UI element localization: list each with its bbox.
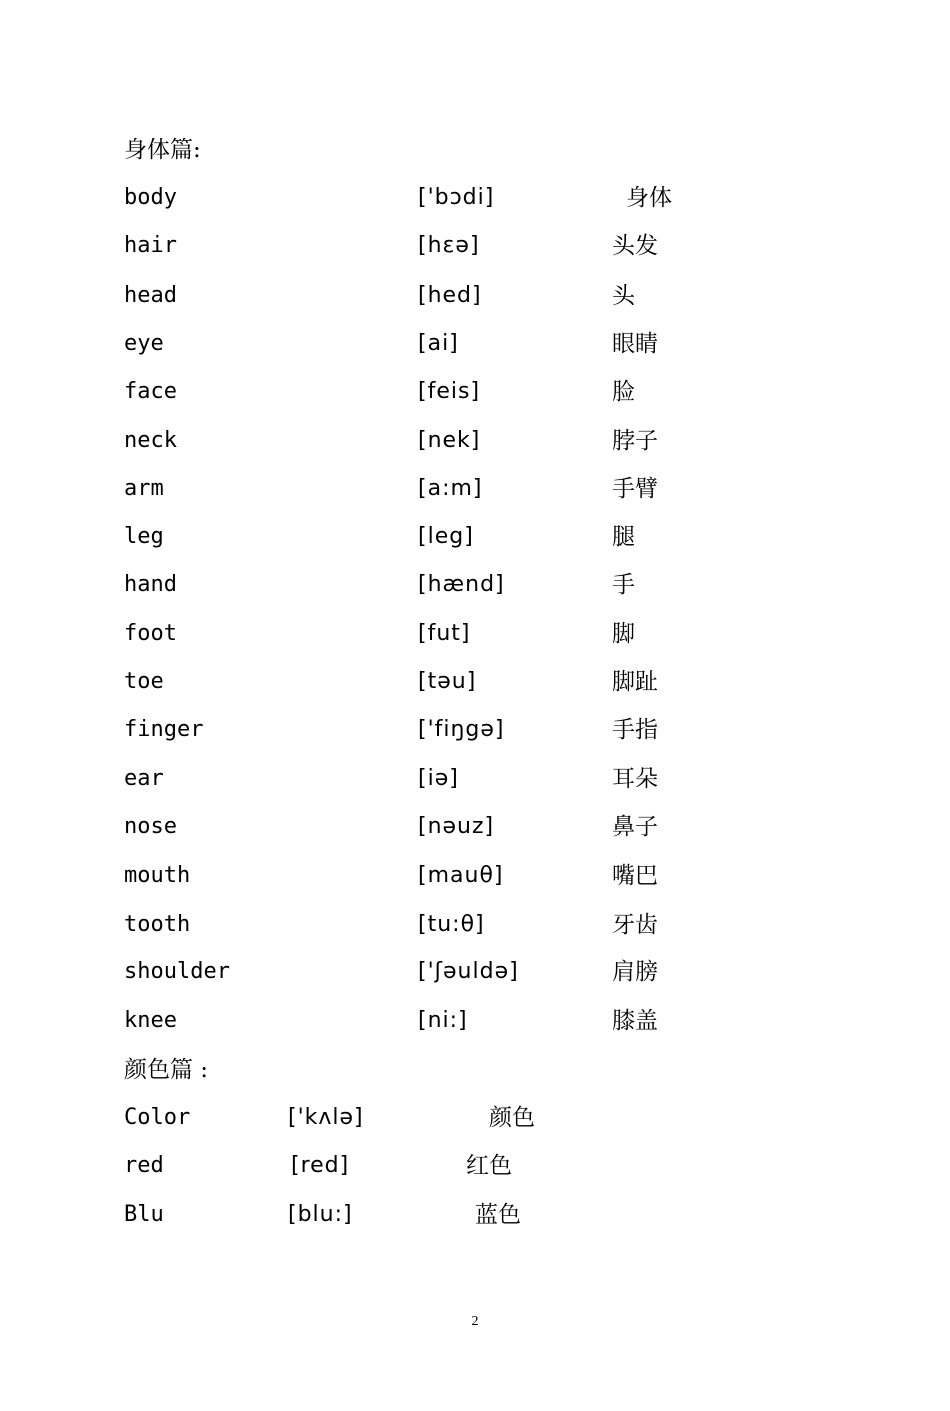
vocab-translation: 脚 (612, 621, 635, 647)
vocab-row (0, 1200, 950, 1230)
vocab-word: face (124, 379, 177, 404)
vocab-translation: 头 (612, 283, 635, 309)
vocab-row (0, 764, 950, 794)
vocab-translation: 嘴巴 (612, 863, 658, 889)
vocab-translation: 牙齿 (612, 912, 658, 938)
vocab-phonetic: [blu:] (288, 1202, 353, 1227)
vocab-phonetic: [iə] (418, 766, 459, 791)
vocab-row (0, 522, 950, 552)
vocab-translation: 红色 (466, 1153, 512, 1179)
vocab-phonetic: ['ʃəuldə] (418, 959, 519, 984)
vocab-word: foot (124, 621, 177, 646)
section-heading-body: 身体篇: (124, 137, 201, 163)
vocab-word: hand (124, 572, 177, 597)
vocab-row (0, 715, 950, 745)
vocab-word: mouth (124, 863, 191, 888)
vocab-row (0, 667, 950, 697)
vocab-row (0, 812, 950, 842)
vocab-phonetic: [mauθ] (418, 863, 504, 888)
vocab-row (0, 1006, 950, 1036)
vocab-phonetic: [fut] (418, 621, 471, 646)
vocab-phonetic: [təu] (418, 669, 477, 694)
vocab-word: eye (124, 331, 164, 356)
vocab-phonetic: [a:m] (418, 476, 483, 501)
vocab-translation: 身体 (626, 185, 672, 211)
vocab-translation: 手 (612, 572, 635, 598)
vocab-row (0, 377, 950, 407)
vocab-translation: 脖子 (612, 428, 658, 454)
vocab-translation: 蓝色 (475, 1202, 521, 1228)
vocab-word: Color (124, 1105, 191, 1130)
vocab-translation: 头发 (612, 233, 658, 259)
vocab-phonetic: [red] (291, 1153, 350, 1178)
vocab-word: hair (124, 233, 177, 258)
vocab-phonetic: ['kʌlə] (288, 1105, 364, 1130)
vocab-phonetic: [ni:] (418, 1008, 468, 1033)
vocab-word: neck (124, 428, 177, 453)
vocab-row (0, 1103, 950, 1133)
vocab-phonetic: [nek] (418, 428, 481, 453)
vocab-word: finger (124, 717, 204, 742)
vocab-phonetic: [nəuz] (418, 814, 495, 839)
vocab-word: red (124, 1153, 164, 1178)
vocab-translation: 颜色 (489, 1105, 535, 1131)
page-number: 2 (471, 1314, 479, 1329)
vocab-translation: 眼睛 (612, 331, 658, 357)
vocab-row (0, 910, 950, 940)
vocab-phonetic: [leg] (418, 524, 474, 549)
vocab-word: knee (124, 1008, 177, 1033)
vocab-translation: 耳朵 (612, 766, 658, 792)
vocab-translation: 手指 (612, 717, 658, 743)
vocab-phonetic: [hænd] (418, 572, 505, 597)
vocab-row (0, 1151, 950, 1181)
vocab-translation: 脸 (612, 379, 635, 405)
vocab-row (0, 426, 950, 456)
vocab-phonetic: ['bɔdi] (418, 185, 495, 210)
vocab-row (0, 957, 950, 987)
vocab-phonetic: [hed] (418, 283, 482, 308)
vocab-phonetic: [feis] (418, 379, 481, 404)
vocab-word: arm (124, 476, 164, 501)
vocab-row (0, 861, 950, 891)
vocab-word: tooth (124, 912, 191, 937)
vocab-phonetic: [hεə] (418, 233, 480, 258)
vocab-translation: 脚趾 (612, 669, 658, 695)
vocab-translation: 鼻子 (612, 814, 658, 840)
vocab-row (0, 183, 950, 213)
vocab-row (0, 231, 950, 261)
vocab-translation: 手臂 (612, 476, 658, 502)
vocab-phonetic: [ai] (418, 331, 459, 356)
vocab-word: shoulder (124, 959, 230, 984)
vocab-row (0, 474, 950, 504)
vocab-word: body (124, 185, 177, 210)
vocab-phonetic: ['fiŋgə] (418, 717, 505, 742)
vocab-word: toe (124, 669, 164, 694)
vocab-phonetic: [tu:θ] (418, 912, 485, 937)
vocab-word: nose (124, 814, 177, 839)
section-heading-color: 颜色篇 : (124, 1057, 209, 1083)
vocab-word: Blu (124, 1202, 164, 1227)
vocab-row (0, 619, 950, 649)
vocab-word: ear (124, 766, 164, 791)
vocab-row (0, 281, 950, 311)
vocab-row (0, 329, 950, 359)
vocab-translation: 膝盖 (612, 1008, 658, 1034)
vocab-translation: 肩膀 (612, 959, 658, 985)
vocab-translation: 腿 (612, 524, 635, 550)
vocab-row (0, 570, 950, 600)
vocab-word: head (124, 283, 177, 308)
vocab-word: leg (124, 524, 164, 549)
